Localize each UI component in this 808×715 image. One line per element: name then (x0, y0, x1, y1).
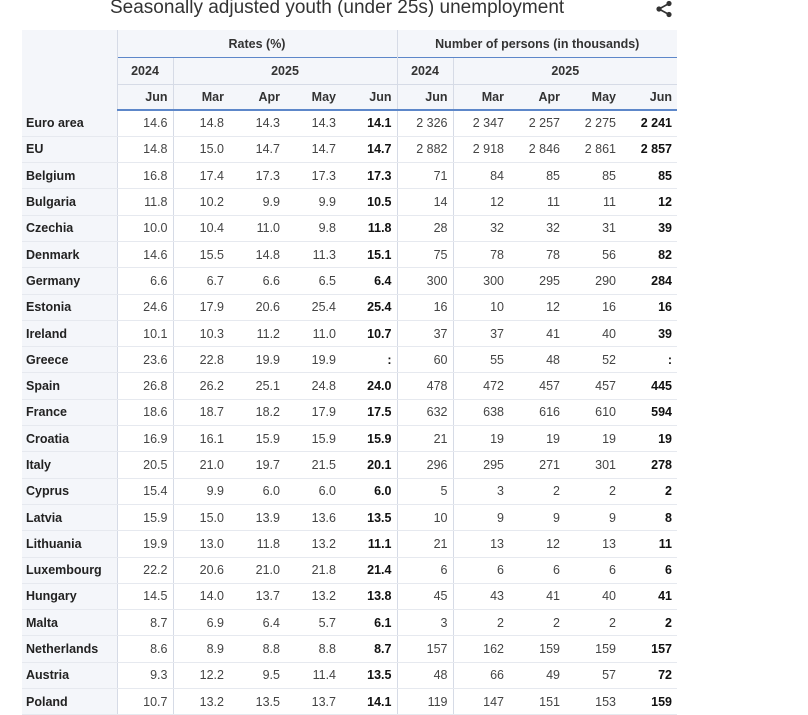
table-row (22, 662, 677, 688)
table-cell: 12 (453, 189, 509, 215)
table-cell: 14.1 (341, 110, 397, 136)
table-cell: 301 (565, 452, 621, 478)
table-cell: 13.9 (229, 504, 285, 530)
table-cell: 2 326 (397, 110, 453, 136)
table-cell: 19 (565, 426, 621, 452)
table-cell: 3 (453, 478, 509, 504)
table-cell: 18.7 (173, 399, 229, 425)
table-cell: 2 861 (565, 136, 621, 162)
table-cell: 15.1 (341, 241, 397, 267)
row-label: Bulgaria (22, 189, 117, 215)
month-header: May (285, 85, 341, 111)
table-cell: 82 (621, 241, 677, 267)
table-cell: 19 (621, 426, 677, 452)
table-cell: 14.8 (117, 136, 173, 162)
table-cell: 14 (397, 189, 453, 215)
table-cell: 16 (621, 294, 677, 320)
table-cell: 17.9 (285, 399, 341, 425)
table-cell: 162 (453, 636, 509, 662)
table-cell: 8.7 (117, 610, 173, 636)
table-cell: 22.8 (173, 347, 229, 373)
table-cell: 15.9 (341, 426, 397, 452)
row-label: Malta (22, 610, 117, 636)
row-label: Poland (22, 689, 117, 715)
table-row (22, 452, 677, 478)
table-cell: 6.4 (229, 610, 285, 636)
table-row (22, 294, 677, 320)
table-cell: 9 (509, 504, 565, 530)
table-cell: 6.5 (285, 268, 341, 294)
table-cell: 11.0 (285, 320, 341, 346)
table-cell: 10.7 (341, 320, 397, 346)
table-cell: 638 (453, 399, 509, 425)
table-cell: 11.1 (341, 531, 397, 557)
table-cell: 6 (565, 557, 621, 583)
table-cell: 2 (565, 478, 621, 504)
table-cell: 11.3 (285, 241, 341, 267)
table-cell: 610 (565, 399, 621, 425)
table-cell: 14.6 (117, 241, 173, 267)
table-cell: 472 (453, 373, 509, 399)
table-cell: 25.1 (229, 373, 285, 399)
table-cell: 5 (397, 478, 453, 504)
table-cell: 39 (621, 215, 677, 241)
row-label: Euro area (22, 110, 117, 136)
table-row (22, 268, 677, 294)
table-row (22, 504, 677, 530)
table-row (22, 215, 677, 241)
table-cell: 151 (509, 689, 565, 715)
table-cell: 2 347 (453, 110, 509, 136)
table-cell: 19.9 (229, 347, 285, 373)
table-cell: 23.6 (117, 347, 173, 373)
table-cell: 85 (565, 163, 621, 189)
table-cell: 14.3 (285, 110, 341, 136)
table-cell: 6 (509, 557, 565, 583)
table-cell: 75 (397, 241, 453, 267)
table-cell: 9.8 (285, 215, 341, 241)
row-label: Luxembourg (22, 557, 117, 583)
table-cell: 85 (509, 163, 565, 189)
table-cell: 20.1 (341, 452, 397, 478)
month-header: Apr (509, 85, 565, 111)
table-cell: 2 (453, 610, 509, 636)
table-cell: 21.8 (285, 557, 341, 583)
row-label: Greece (22, 347, 117, 373)
row-label: France (22, 399, 117, 425)
table-cell: 17.4 (173, 163, 229, 189)
table-cell: 14.0 (173, 583, 229, 609)
table-cell: 2 918 (453, 136, 509, 162)
table-row (22, 399, 677, 425)
table-cell: 55 (453, 347, 509, 373)
table-cell: 14.7 (285, 136, 341, 162)
table-cell: 41 (621, 583, 677, 609)
table-row (22, 531, 677, 557)
table-cell: 11.8 (341, 215, 397, 241)
table-cell: 2 (621, 478, 677, 504)
table-cell: 300 (397, 268, 453, 294)
table-cell: 295 (453, 452, 509, 478)
table-row (22, 373, 677, 399)
table-cell: 10.3 (173, 320, 229, 346)
share-icon[interactable] (654, 0, 674, 18)
table-cell: 14.7 (229, 136, 285, 162)
table-cell: 19 (509, 426, 565, 452)
table-cell: 13 (453, 531, 509, 557)
table-cell: 26.2 (173, 373, 229, 399)
table-cell: 2 (509, 610, 565, 636)
month-header: Jun (621, 85, 677, 111)
month-header: Jun (341, 85, 397, 111)
table-cell: 13.7 (285, 689, 341, 715)
table-cell: 119 (397, 689, 453, 715)
table-cell: 32 (509, 215, 565, 241)
table-cell: 13.2 (285, 583, 341, 609)
table-cell: 11 (509, 189, 565, 215)
table-cell: 16 (397, 294, 453, 320)
table-cell: 18.2 (229, 399, 285, 425)
table-cell: 13.5 (229, 689, 285, 715)
table-cell: 13.0 (173, 531, 229, 557)
table-cell: 13.2 (285, 531, 341, 557)
table-cell: 14.1 (341, 689, 397, 715)
table-row (22, 557, 677, 583)
table-cell: 278 (621, 452, 677, 478)
table-cell: 445 (621, 373, 677, 399)
table-cell: 159 (509, 636, 565, 662)
table-cell: 11 (621, 531, 677, 557)
table-cell: 6.6 (229, 268, 285, 294)
table-cell: 478 (397, 373, 453, 399)
unemployment-table (22, 30, 677, 715)
row-label: Austria (22, 662, 117, 688)
corner-header (22, 30, 117, 110)
year-header: 2024 (117, 58, 173, 85)
table-cell: 10.1 (117, 320, 173, 346)
month-header: Apr (229, 85, 285, 111)
table-cell: 13.5 (341, 662, 397, 688)
table-cell: 2 (509, 478, 565, 504)
table-cell: 13.6 (285, 504, 341, 530)
table-cell: 13.2 (173, 689, 229, 715)
table-cell: 21.4 (341, 557, 397, 583)
row-label: Italy (22, 452, 117, 478)
table-cell: 37 (397, 320, 453, 346)
table-row (22, 163, 677, 189)
table-cell: 8.6 (117, 636, 173, 662)
table-cell: 14.7 (341, 136, 397, 162)
table-cell: 71 (397, 163, 453, 189)
row-label: Germany (22, 268, 117, 294)
row-label: Czechia (22, 215, 117, 241)
table-cell: 2 882 (397, 136, 453, 162)
table-row (22, 583, 677, 609)
table-cell: 9.9 (285, 189, 341, 215)
table-cell: 5.7 (285, 610, 341, 636)
table-cell: 159 (565, 636, 621, 662)
table-cell: 9.3 (117, 662, 173, 688)
table-cell: 2 257 (509, 110, 565, 136)
table-cell: 2 846 (509, 136, 565, 162)
table-cell: 17.3 (229, 163, 285, 189)
table-cell: 6.0 (285, 478, 341, 504)
table-cell: 6.0 (341, 478, 397, 504)
table-cell: 37 (453, 320, 509, 346)
table-cell: 10.4 (173, 215, 229, 241)
table-cell: 594 (621, 399, 677, 425)
table-cell: 15.4 (117, 478, 173, 504)
table-cell: 24.8 (285, 373, 341, 399)
table-cell: 17.3 (285, 163, 341, 189)
table-cell: 31 (565, 215, 621, 241)
row-label: Hungary (22, 583, 117, 609)
table-cell: 45 (397, 583, 453, 609)
table-cell: 13.8 (341, 583, 397, 609)
table-cell: 16.8 (117, 163, 173, 189)
table-cell: 48 (509, 347, 565, 373)
table-cell: 28 (397, 215, 453, 241)
table-cell: 21.0 (229, 557, 285, 583)
table-cell: 6 (621, 557, 677, 583)
table-cell: 21.0 (173, 452, 229, 478)
table-cell: 24.6 (117, 294, 173, 320)
table-cell: 25.4 (285, 294, 341, 320)
row-label: Ireland (22, 320, 117, 346)
table-row (22, 136, 677, 162)
table-cell: 19 (453, 426, 509, 452)
table-cell: 21 (397, 426, 453, 452)
table-cell: 11 (565, 189, 621, 215)
table-cell: 159 (621, 689, 677, 715)
table-cell: 12 (509, 294, 565, 320)
table-cell: 17.5 (341, 399, 397, 425)
table-cell: 20.6 (229, 294, 285, 320)
row-label: EU (22, 136, 117, 162)
month-header: Mar (453, 85, 509, 111)
month-header: Jun (117, 85, 173, 111)
table-cell: 9.9 (173, 478, 229, 504)
table-cell: 17.3 (341, 163, 397, 189)
table-cell: 12 (621, 189, 677, 215)
table-cell: 147 (453, 689, 509, 715)
row-label: Estonia (22, 294, 117, 320)
table-cell: 14.8 (229, 241, 285, 267)
table-row (22, 241, 677, 267)
table-cell: 21.5 (285, 452, 341, 478)
row-label: Denmark (22, 241, 117, 267)
table-cell: 78 (453, 241, 509, 267)
table-cell: 8 (621, 504, 677, 530)
page-title: Seasonally adjusted youth (under 25s) unemployment (110, 0, 565, 18)
table-cell: 295 (509, 268, 565, 294)
table-cell: 14.3 (229, 110, 285, 136)
table-cell: 2 241 (621, 110, 677, 136)
table-cell: 19.9 (117, 531, 173, 557)
row-label: Croatia (22, 426, 117, 452)
table-cell: 14.5 (117, 583, 173, 609)
table-cell: 24.0 (341, 373, 397, 399)
table-cell: 85 (621, 163, 677, 189)
table-cell: 6.0 (229, 478, 285, 504)
table-cell: 57 (565, 662, 621, 688)
table-cell: 49 (509, 662, 565, 688)
table-cell: 2 (621, 610, 677, 636)
table-cell: 16.1 (173, 426, 229, 452)
table-cell: 11.8 (229, 531, 285, 557)
table-cell: 271 (509, 452, 565, 478)
table-cell: 17.9 (173, 294, 229, 320)
table-cell: 15.9 (285, 426, 341, 452)
table-cell: : (341, 347, 397, 373)
table-row (22, 610, 677, 636)
table-cell: 290 (565, 268, 621, 294)
table-cell: 40 (565, 320, 621, 346)
table-cell: 2 857 (621, 136, 677, 162)
table-row (22, 636, 677, 662)
row-label: Spain (22, 373, 117, 399)
table-cell: 11.8 (117, 189, 173, 215)
table-cell: 43 (453, 583, 509, 609)
table-cell: 40 (565, 583, 621, 609)
table-cell: 25.4 (341, 294, 397, 320)
table-cell: 16 (565, 294, 621, 320)
table-cell: 296 (397, 452, 453, 478)
table-cell: 6.7 (173, 268, 229, 294)
table-cell: 457 (509, 373, 565, 399)
table-cell: 284 (621, 268, 677, 294)
persons-group-header: Number of persons (in thousands) (397, 30, 677, 58)
table-row (22, 426, 677, 452)
table-cell: 6.6 (117, 268, 173, 294)
table-cell: 60 (397, 347, 453, 373)
table-cell: 32 (453, 215, 509, 241)
table-row (22, 320, 677, 346)
table-cell: 6.4 (341, 268, 397, 294)
table-cell: 15.0 (173, 504, 229, 530)
table-cell: 15.9 (117, 504, 173, 530)
table-cell: 8.9 (173, 636, 229, 662)
table-cell: 9.5 (229, 662, 285, 688)
table-cell: 616 (509, 399, 565, 425)
table-cell: 11.0 (229, 215, 285, 241)
table-cell: 10.0 (117, 215, 173, 241)
table-cell: 6.1 (341, 610, 397, 636)
table-cell: 66 (453, 662, 509, 688)
table-cell: 21 (397, 531, 453, 557)
table-cell: 2 (565, 610, 621, 636)
table-cell: 10 (397, 504, 453, 530)
row-label: Netherlands (22, 636, 117, 662)
table-cell: 9 (565, 504, 621, 530)
table-cell: 6 (397, 557, 453, 583)
year-header: 2025 (453, 58, 677, 85)
table-cell: 22.2 (117, 557, 173, 583)
table-cell: 48 (397, 662, 453, 688)
table-cell: 15.5 (173, 241, 229, 267)
table-cell: : (621, 347, 677, 373)
table-cell: 8.7 (341, 636, 397, 662)
table-row (22, 110, 677, 136)
table-row (22, 689, 677, 715)
table-cell: 72 (621, 662, 677, 688)
table-cell: 84 (453, 163, 509, 189)
table-cell: 11.4 (285, 662, 341, 688)
table-cell: 20.6 (173, 557, 229, 583)
month-header: Jun (397, 85, 453, 111)
table-cell: 15.0 (173, 136, 229, 162)
month-header: May (565, 85, 621, 111)
table-cell: 78 (509, 241, 565, 267)
table-cell: 39 (621, 320, 677, 346)
table-cell: 157 (621, 636, 677, 662)
table-cell: 8.8 (285, 636, 341, 662)
table-cell: 52 (565, 347, 621, 373)
table-cell: 20.5 (117, 452, 173, 478)
table-cell: 41 (509, 583, 565, 609)
table-cell: 15.9 (229, 426, 285, 452)
year-header: 2024 (397, 58, 453, 85)
table-cell: 56 (565, 241, 621, 267)
table-row (22, 347, 677, 373)
table-cell: 14.6 (117, 110, 173, 136)
row-label: Cyprus (22, 478, 117, 504)
table-cell: 632 (397, 399, 453, 425)
row-label: Lithuania (22, 531, 117, 557)
table-cell: 2 275 (565, 110, 621, 136)
table-cell: 10 (453, 294, 509, 320)
table-cell: 13 (565, 531, 621, 557)
table-cell: 3 (397, 610, 453, 636)
table-cell: 8.8 (229, 636, 285, 662)
table-cell: 11.2 (229, 320, 285, 346)
table-cell: 457 (565, 373, 621, 399)
table-row (22, 478, 677, 504)
table-cell: 14.8 (173, 110, 229, 136)
table-cell: 9.9 (229, 189, 285, 215)
table-cell: 18.6 (117, 399, 173, 425)
table-cell: 16.9 (117, 426, 173, 452)
table-cell: 19.7 (229, 452, 285, 478)
table-cell: 300 (453, 268, 509, 294)
table-cell: 13.7 (229, 583, 285, 609)
table-cell: 12 (509, 531, 565, 557)
row-label: Latvia (22, 504, 117, 530)
table-cell: 6.9 (173, 610, 229, 636)
row-label: Belgium (22, 163, 117, 189)
table-cell: 153 (565, 689, 621, 715)
table-cell: 157 (397, 636, 453, 662)
table-cell: 10.2 (173, 189, 229, 215)
table-cell: 13.5 (341, 504, 397, 530)
table-cell: 9 (453, 504, 509, 530)
year-header: 2025 (173, 58, 397, 85)
rates-group-header: Rates (%) (117, 30, 397, 58)
table-cell: 10.7 (117, 689, 173, 715)
table-row (22, 189, 677, 215)
table-cell: 26.8 (117, 373, 173, 399)
table-cell: 10.5 (341, 189, 397, 215)
month-header: Mar (173, 85, 229, 111)
table-cell: 41 (509, 320, 565, 346)
table-cell: 12.2 (173, 662, 229, 688)
table-cell: 19.9 (285, 347, 341, 373)
table-cell: 6 (453, 557, 509, 583)
